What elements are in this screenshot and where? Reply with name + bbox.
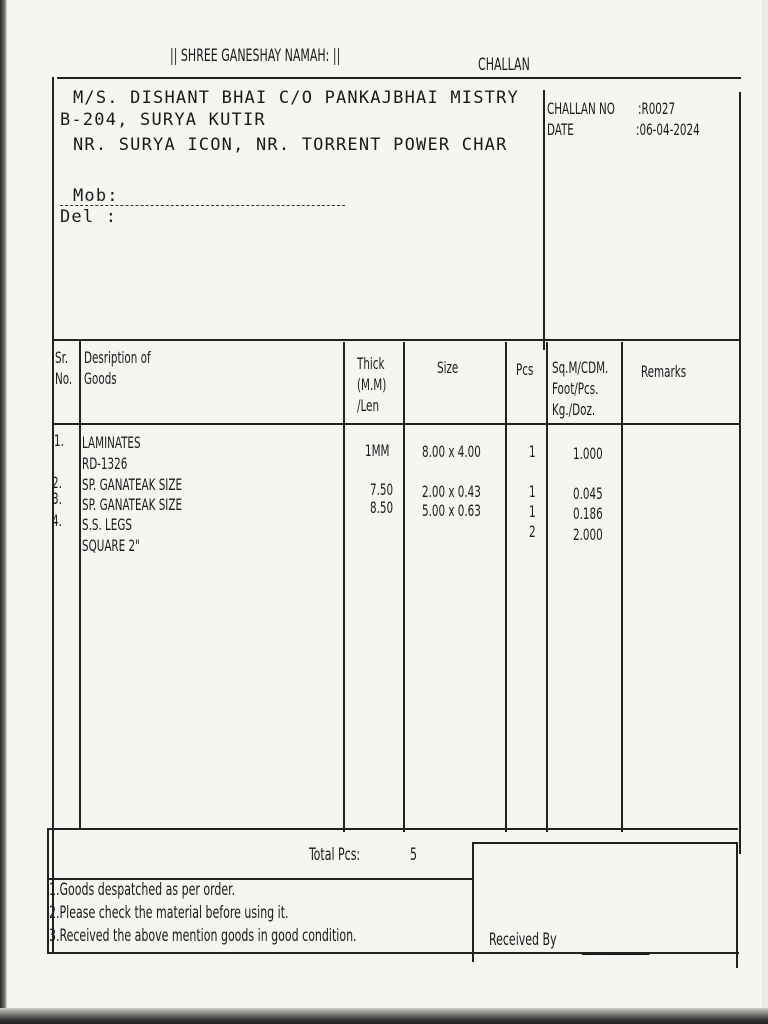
term-2: 2.Please check the material before using it. (49, 903, 289, 923)
mobile-dotted-line (60, 205, 345, 206)
term-3: 3.Received the above mention goods in good condition. (49, 926, 357, 946)
row-1-size: 8.00 x 4.00 (422, 442, 481, 461)
row-4-sr: 4. (52, 511, 62, 530)
col-header-size: Size (437, 358, 459, 377)
row-3-quantity: 0.186 (573, 504, 603, 523)
row-2-description: SP. GANATEAK SIZE (82, 475, 183, 494)
table-header-bottom-line (53, 423, 741, 425)
row-3-thick: 8.50 (370, 498, 394, 517)
footer-right-line (736, 844, 738, 968)
row-2-quantity: 0.045 (573, 484, 603, 503)
col-divider-desc (343, 342, 345, 832)
col-header-unit: Sq.M/CDM. Foot/Pcs. Kg./Doz. (552, 358, 609, 419)
frame-top-line (57, 77, 741, 79)
challan-no-value: :R0027 (638, 99, 676, 118)
col-divider-size (505, 342, 507, 832)
date-value: :06-04-2024 (636, 120, 700, 139)
document-type-title: CHALLAN (478, 55, 530, 75)
col-divider-pcs (546, 342, 548, 832)
term-1: 1.Goods despatched as per order. (49, 880, 236, 900)
paper-bottom-shadow (0, 1008, 768, 1024)
total-pcs-value: 5 (410, 845, 418, 865)
row-3-size: 5.00 x 0.63 (422, 501, 481, 520)
info-divider-vertical (543, 90, 545, 350)
row-2-pcs: 1 (529, 482, 536, 501)
col-header-remarks: Remarks (641, 362, 687, 381)
table-header-top-line (53, 339, 741, 341)
row-4-quantity: 2.000 (573, 525, 603, 544)
date-label: DATE (547, 120, 574, 139)
row-1-description: LAMINATES RD-1326 (82, 433, 141, 473)
received-by-signature-line: _____________ (582, 936, 650, 955)
table-bottom-line (48, 828, 738, 830)
received-by-label: Received By (489, 930, 557, 950)
row-4-pcs: 2 (529, 522, 536, 541)
delivery-label: Del : (60, 207, 118, 227)
invocation-header: || SHREE GANESHAY NAMAH: || (170, 46, 341, 66)
customer-name: M/S. DISHANT BHAI C/O PANKAJBHAI MISTRY (73, 88, 519, 108)
row-2-sr: 2. (52, 473, 62, 492)
row-3-description: SP. GANATEAK SIZE (82, 495, 183, 514)
row-1-pcs: 1 (529, 442, 536, 461)
row-1-sr: 1. (54, 431, 64, 450)
footer-top-line-right (472, 842, 738, 844)
total-pcs-label: Total Pcs: (309, 845, 361, 865)
frame-right-line (739, 92, 741, 854)
row-3-sr: 3. (52, 489, 62, 508)
paper-edge-shadow (0, 0, 7, 1024)
challan-no-label: CHALLAN NO (547, 99, 615, 118)
row-2-size: 2.00 x 0.43 (422, 482, 481, 501)
row-2-thick: 7.50 (370, 480, 394, 499)
col-divider-thick (403, 342, 405, 832)
customer-address-line-2: NR. SURYA ICON, NR. TORRENT POWER CHAR (73, 135, 508, 155)
row-1-quantity: 1.000 (573, 444, 603, 463)
row-3-pcs: 1 (529, 502, 536, 521)
col-header-sr: Sr. No. (55, 348, 73, 388)
col-header-thick: Thick (M.M) /Len (357, 354, 387, 415)
row-1-thick: 1MM (365, 441, 390, 460)
customer-address-line-1: B-204, SURYA KUTIR (60, 110, 266, 130)
mobile-label: Mob: (73, 186, 119, 206)
col-header-description: Desription of Goods (84, 348, 151, 388)
col-divider-sr (79, 340, 81, 829)
col-header-pcs: Pcs (516, 360, 534, 379)
row-4-description: S.S. LEGS SQUARE 2" (82, 515, 140, 555)
